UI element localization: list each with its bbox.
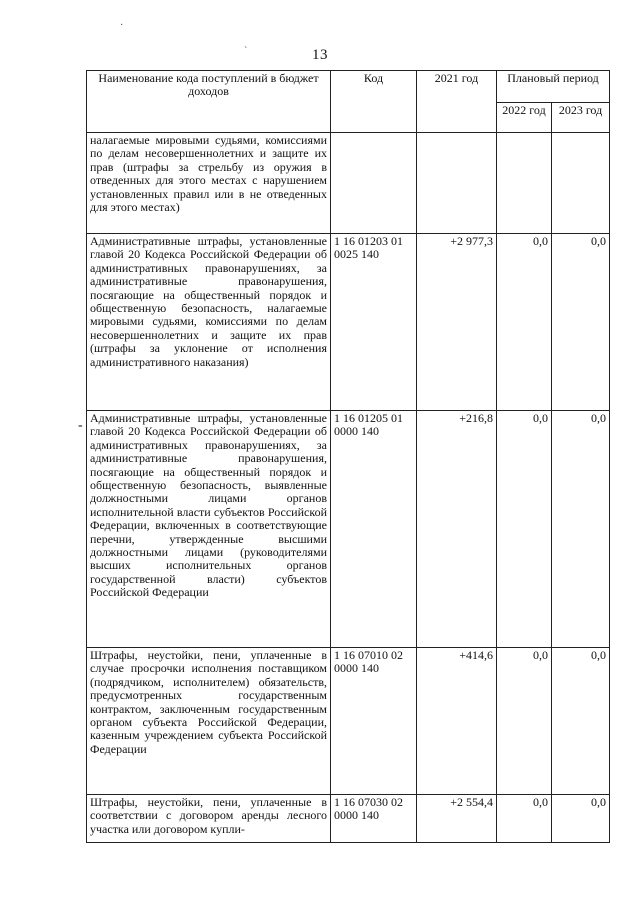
- table-row: [87, 234, 610, 411]
- row-name: Административные штрафы, установленные главой 20 Кодекса Российской Федерации об административных правонарушениях, за административные правонарушения, посягающие на общественный порядок и общественную безопасность, выявленные должностными лицами органов исполнительной власти субъектов Российской Федерации, включенных в соответствующие перечни, утвержденные высшими должностными лицами (руководителями высших исполнительных органов государственной власти) субъектов Российской Федерации: [87, 411, 331, 648]
- header-name: Наименование кода поступлений в бюджет доходов: [87, 71, 331, 133]
- header-2021: 2021 год: [417, 71, 497, 133]
- header-2023: 2023 год: [552, 103, 610, 133]
- row-name: Штрафы, неустойки, пени, уплаченные в случае просрочки исполнения поставщиком (подрядчиком, исполнителем) обязательств, предусмотренных государственным контрактом, заключенным государственным органом субъекта Российской Федерации, казенным учреждением субъекта Российской Федерации: [87, 648, 331, 795]
- row-value-2021: +2 977,3: [417, 234, 497, 411]
- margin-mark: -: [78, 418, 83, 433]
- page-number: 13: [312, 47, 328, 63]
- row-value-2021: +2 554,4: [417, 795, 497, 843]
- row-value-2021: +414,6: [417, 648, 497, 795]
- row-code: 1 16 07030 02 0000 140: [331, 795, 417, 843]
- row-value-2023: 0,0: [552, 411, 610, 648]
- scan-speck: ·: [120, 20, 124, 31]
- revenue-table: [86, 70, 610, 843]
- table-row: [87, 795, 610, 843]
- row-value-2022: 0,0: [497, 648, 552, 795]
- table-row: [87, 133, 610, 234]
- row-value-2022: 0,0: [497, 234, 552, 411]
- row-name: Штрафы, неустойки, пени, уплаченные в соответствии с договором аренды лесного участка или договором купли-: [87, 795, 331, 843]
- scan-speck: ˋ: [244, 46, 248, 57]
- row-code: 1 16 01205 01 0000 140: [331, 411, 417, 648]
- header-planned-period: Плановый период: [497, 71, 610, 103]
- row-value-2023: 0,0: [552, 234, 610, 411]
- row-value-2021: +216,8: [417, 411, 497, 648]
- row-value-2023: [552, 133, 610, 234]
- row-value-2021: [417, 133, 497, 234]
- row-value-2022: 0,0: [497, 411, 552, 648]
- table-row: [87, 648, 610, 795]
- row-code: 1 16 01203 01 0025 140: [331, 234, 417, 411]
- table-row: [87, 411, 610, 648]
- header-code: Код: [331, 71, 417, 133]
- row-value-2022: [497, 133, 552, 234]
- row-value-2023: 0,0: [552, 795, 610, 843]
- row-name: налагаемые мировыми судьями, комиссиями по делам несовершеннолетних и защите их прав (штрафы за стрельбу из оружия в отведенных для этого местах с нарушением установленных правил или в не отведенных для этого местах): [87, 133, 331, 234]
- row-value-2023: 0,0: [552, 648, 610, 795]
- row-code: [331, 133, 417, 234]
- row-value-2022: 0,0: [497, 795, 552, 843]
- header-2022: 2022 год: [497, 103, 552, 133]
- row-code: 1 16 07010 02 0000 140: [331, 648, 417, 795]
- row-name: Административные штрафы, установленные главой 20 Кодекса Российской Федерации об административных правонарушениях, за административные правонарушения, посягающие на общественный порядок и общественную безопасность, налагаемые мировыми судьями, комиссиями по делам несовершеннолетних и защите их прав (штрафы за уклонение от исполнения административного наказания): [87, 234, 331, 411]
